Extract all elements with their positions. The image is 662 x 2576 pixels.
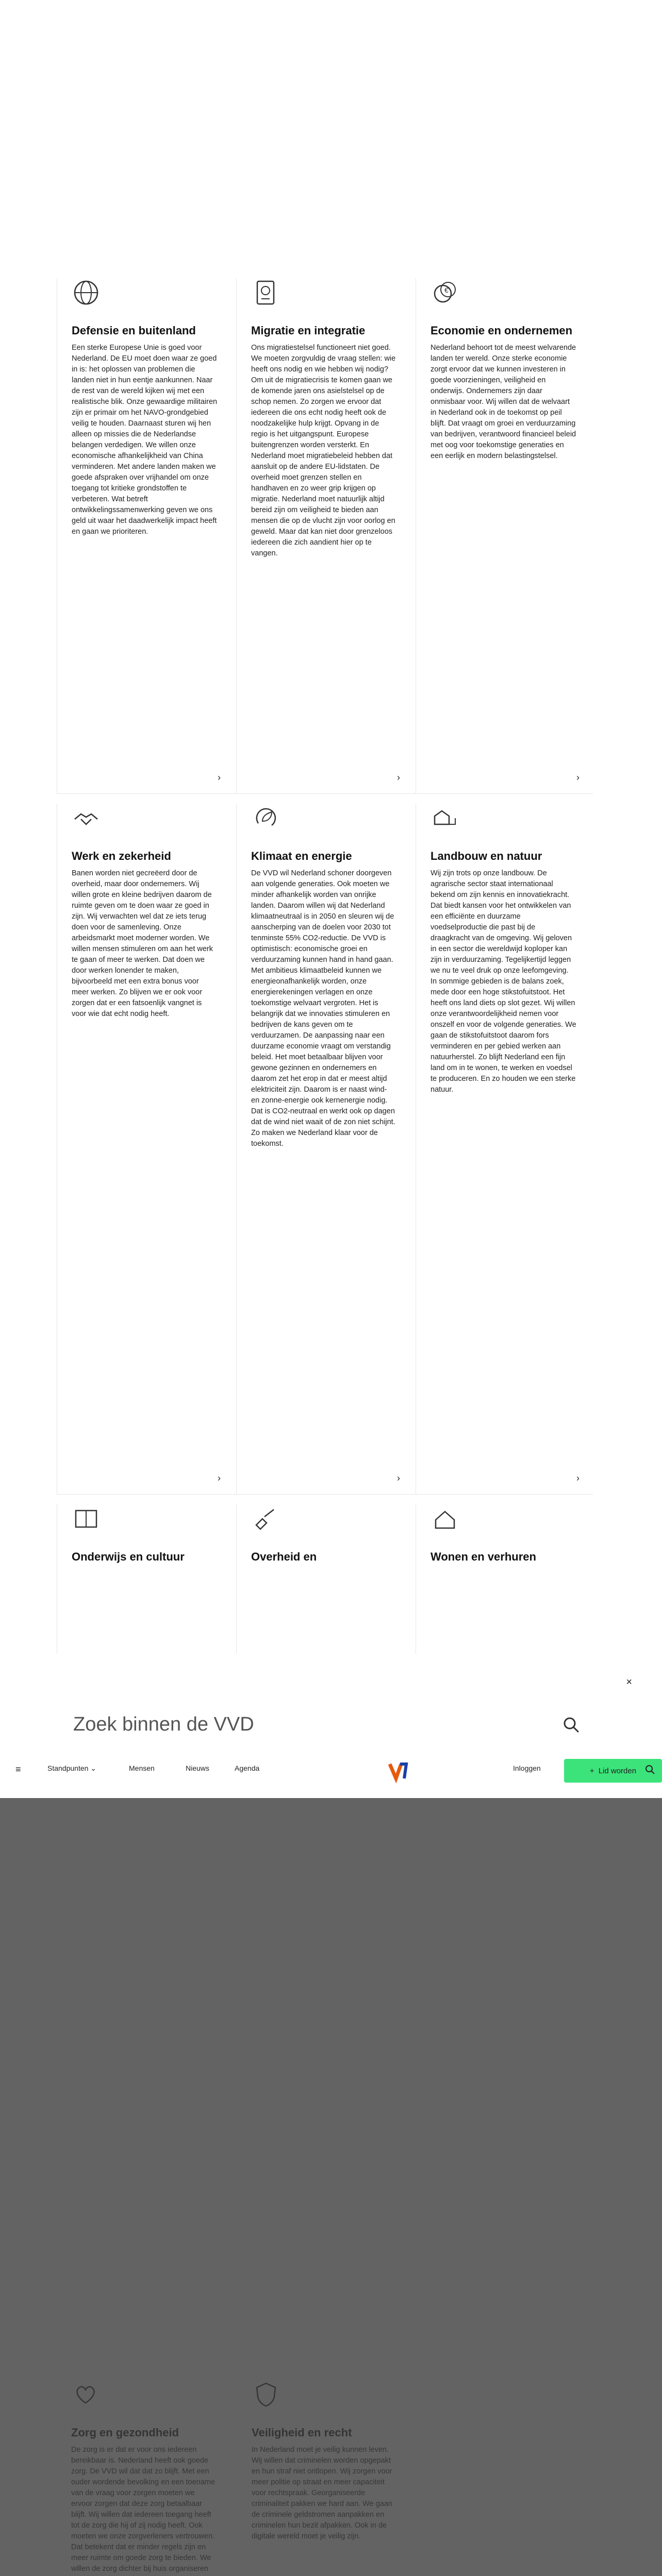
- topic-card[interactable]: [416, 278, 591, 793]
- topic-title: Economie en ondernemen: [431, 324, 573, 337]
- nav-search-icon[interactable]: [644, 1764, 656, 1775]
- plus-icon: +: [589, 1766, 594, 1775]
- top-navigation: [0, 1747, 662, 1798]
- leaf-cycle-icon: [251, 804, 280, 833]
- nav-item-mensen[interactable]: Mensen: [129, 1764, 155, 1772]
- topic-title: Overheid en: [251, 1550, 317, 1563]
- topic-card[interactable]: [236, 804, 411, 1494]
- nav-item-agenda[interactable]: Agenda: [235, 1764, 260, 1772]
- topic-text: Ons migratiestelsel functioneert niet goed. We moeten zorgvuldig de vraag stellen: wie heeft ons nodig en wie hebben wij nodig? Om uit de migratiecrisis te komen gaan we de komende jaren ons asielstelsel op de schop nemen. Zo zorgen we ervoor dat iedereen die ons echt nodig heeft ook de noodzakelijke hulp krijgt. Opvang in de regio is het uitgangspunt. Europese buitengrenzen worden versterkt. En Nederland moet migratiebeleid hebben dat aansluit op de andere EU-lidstaten. De overheid moet grenzen stellen en handhaven en zo weer grip krijgen op migratie. Nederland moet natuurlijk altijd bereid zijn om veiligheid te bieden aan mensen die op de vlucht zijn voor oorlog en geweld. Maar dat kan niet door grenzeloos iedereen die zich aandient hier op te vangen.: [251, 344, 396, 557]
- arrow-right-icon[interactable]: ›: [218, 772, 221, 783]
- search-input[interactable]: [72, 1709, 580, 1739]
- vvd-logo[interactable]: [386, 1758, 412, 1785]
- globe-icon: [72, 278, 101, 307]
- nav-item-nieuws[interactable]: Nieuws: [186, 1764, 209, 1772]
- topic-title: Onderwijs en cultuur: [72, 1550, 185, 1563]
- overlay-backdrop[interactable]: [0, 1798, 662, 2576]
- topic-title: Defensie en buitenland: [72, 324, 196, 337]
- hand-gavel-icon: [251, 1504, 280, 1533]
- row-divider: [57, 1494, 593, 1495]
- menu-icon[interactable]: ≡: [15, 1764, 21, 1774]
- topic-text: Banen worden niet gecreëerd door de overheid, maar door ondernemers. Wij willen grote en kleine bedrijven daarom de ruimte geven om te doen waar ze goed in zijn. Wij verwachten wel dat ze iets terug doen voor de samenleving. Onze arbeidsmarkt moet moderner worden. We willen mensen stimuleren om aan het werk te gaan of meer te werken. Dat doen we door werken lonender te maken, bijvoorbeeld met een extra bonus voor meer werken. Zo blijven we er ook voor zorgen dat er een fatsoenlijk vangnet is voor wie dat echt nodig heeft.: [72, 869, 213, 1018]
- svg-text:€: €: [444, 286, 449, 294]
- topic-title: Landbouw en natuur: [431, 850, 542, 862]
- euro-coin-icon: [431, 278, 459, 307]
- topic-card[interactable]: [57, 804, 232, 1494]
- handshake-icon: [72, 804, 101, 833]
- arrow-right-icon[interactable]: ›: [576, 772, 580, 783]
- topic-text: Een sterke Europese Unie is goed voor Nederland. De EU moet doen waar ze goed in is: het oplossen van problemen die landen niet in hun eentje aankunnen. Naar de rest van de wereld kijken wij met een realistische blik. Onze gewaardige militairen zijn er primair om het NAVO-grondgebied veilig te houden. Daarnaast sturen wij hen alleen op missies die de Nederlandse belangen verdedigen. We willen onze economische afhankelijkheid van China verminderen. Met andere landen maken we goede afspraken over vrijhandel om onze toegang tot kritieke grondstoffen te verbeteren. Wat betreft ontwikkelingssamenwerking geven we ons geld uit waar het daadwerkelijk impact heeft en gaan we prioriteren.: [72, 344, 218, 536]
- chevron-down-icon: ⌄: [90, 1764, 97, 1772]
- arrow-right-icon[interactable]: ›: [576, 1473, 580, 1483]
- login-link[interactable]: Inloggen: [513, 1764, 541, 1772]
- arrow-right-icon[interactable]: ›: [397, 772, 400, 783]
- nav-item-standpunten[interactable]: Standpunten ⌄: [47, 1764, 97, 1772]
- passport-icon: [251, 278, 280, 307]
- topic-text: Nederland behoort tot de meest welvarende landen ter wereld. Onze sterke economie zorgt ervoor dat we kunnen investeren in goede voorzieningen, veiligheid en onderwijs. Ondernemers zijn daar onmisbaar voor. Wij willen dat de welvaart in Nederland ook in de toekomst op peil blijft. Dat vraagt om groei en verduurzaming van bedrijven, verantwoord financieel beleid met oog voor toekomstige generaties en een eerlijk en modern belastingstelsel.: [431, 344, 576, 460]
- book-icon: [72, 1504, 101, 1533]
- topic-title: Werk en zekerheid: [72, 850, 171, 862]
- topic-card[interactable]: [236, 278, 411, 793]
- topic-text: De VVD wil Nederland schoner doorgeven aan volgende generaties. Ook moeten we minder afhankelijk worden van onrijke landen. Daarom willen wij dat Nederland klimaatneutraal is in 2050 en sleuren wij de aanscherping van de doelen voor 2030 tot tenminste 55% CO2-reductie. De VVD is optimistisch: economische groei en verduurzaming kunnen hand in hand gaan. Met ambitieus klimaatbeleid kunnen we energieonafhankelijk worden, onze energierekeningen verlagen en onze toekomstige welvaart vergroten. Het is belangrijk dat we innovaties stimuleren en bedrijven de kans geven om te verduurzamen. De aanpassing naar een duurzame economie vraagt om verstandig beleid. Het moet betaalbaar blijven voor gewone gezinnen en ondernemers en daarom zet het erop in dat er meest altijd elektriciteit zijn. Daarom is er naast wind- en zonne-energie ook kernenergie nodig. Dat is CO2-neutraal en werkt ook op dagen dat de wind niet waait of de zon niet schijnt. Zo maken we Nederland klaar voor de toekomst.: [251, 869, 395, 1148]
- topic-text: Wij zijn trots op onze landbouw. De agrarische sector staat internationaal bekend om zijn kennis en innovatiekracht. Dat biedt kansen voor het ontwikkelen van een efficiënte en duurzame voedselproductie die past bij de draagkracht van de omgeving. Wij geloven in een sector die wereldwijd koploper kan zijn in verduurzaming. Tegelijkertijd leggen we nu te veel druk op onze leefomgeving. In sommige gebieden is de balans zoek, mede door een hoge stikstofuitstoot. Het heeft ons land diets op slot gezet. Wij willen onze verantwoordelijkheid nemen voor onszelf en voor de volgende generaties. We gaan de stikstofuitstoot daarom fors verminderen en per gebied werken aan natuurherstel. Zo blijft Nederland een fijn land om in te wonen, te werken en voedsel te produceren. En zo houden we een sterke natuur.: [431, 869, 576, 1094]
- arrow-right-icon[interactable]: ›: [397, 1473, 400, 1483]
- search-icon[interactable]: [562, 1716, 581, 1734]
- topic-card[interactable]: [57, 278, 232, 793]
- topic-title: Klimaat en energie: [251, 850, 352, 862]
- topic-title: Wonen en verhuren: [431, 1550, 536, 1563]
- close-search-button[interactable]: ×: [626, 1676, 632, 1688]
- farm-icon: [431, 804, 459, 833]
- row-divider: [57, 793, 593, 794]
- topic-card[interactable]: [416, 804, 591, 1494]
- topic-title: Migratie en integratie: [251, 324, 366, 337]
- house-icon: [431, 1504, 459, 1533]
- arrow-right-icon[interactable]: ›: [218, 1473, 221, 1483]
- become-member-label: Lid worden: [598, 1766, 637, 1775]
